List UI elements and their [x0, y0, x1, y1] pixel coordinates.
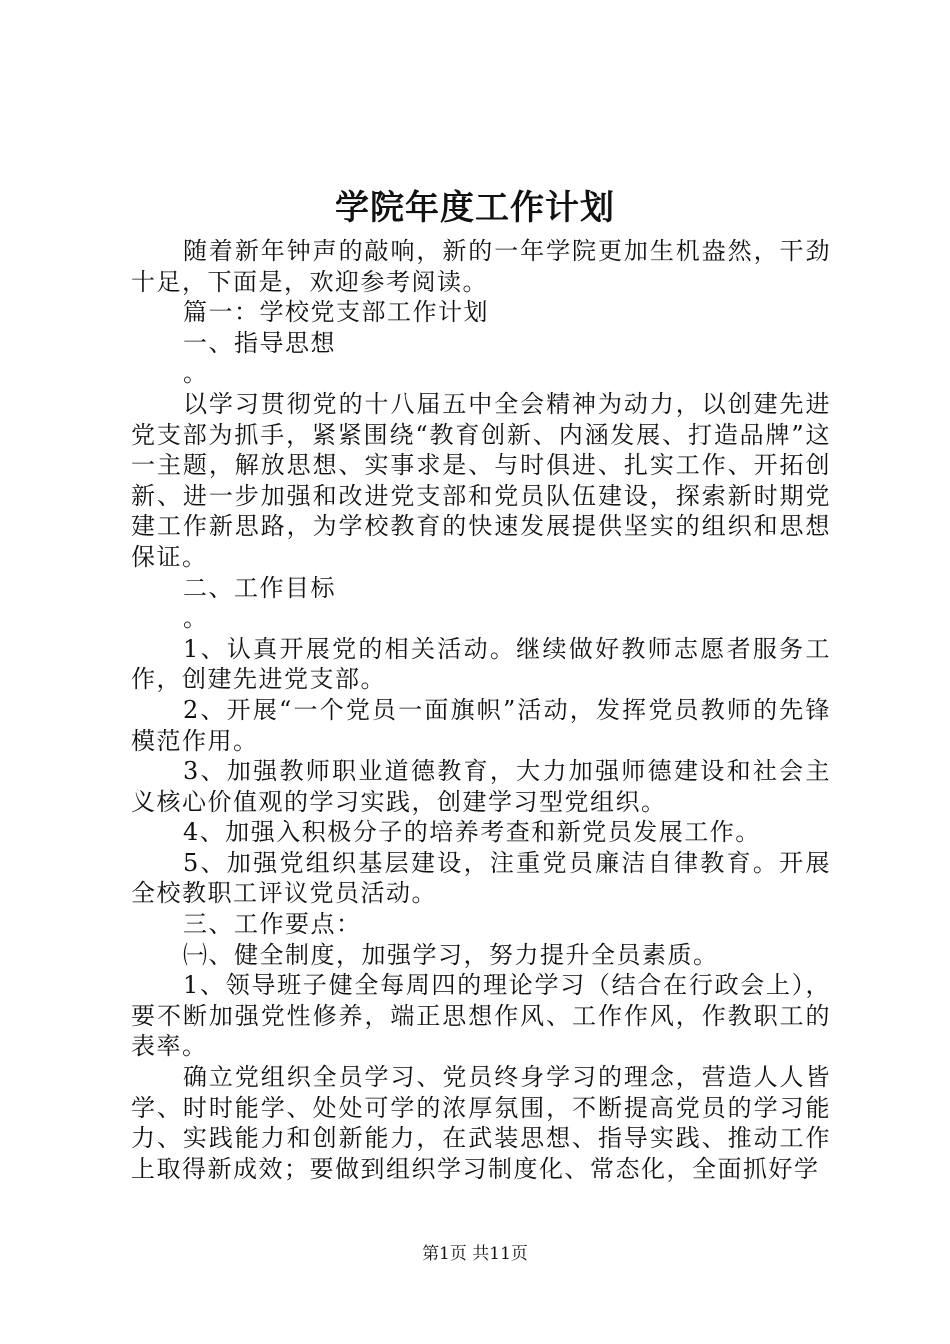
paragraph-guiding-ideology: 以学习贯彻党的十八届五中全会精神为动力，以创建先进党支部为抓手，紧紧围绕“教育创新、内涵发展、打造品牌”这一主题，解放思想、实事求是、与时俱进、扎实工作、开拓创新、进一步加强和改进党支部和党员队伍建设，探索新时期党建工作新思路，为学校教育的快速发展提供坚实的组织和思想保证。 — [131, 389, 831, 571]
goal-item: 1、认真开展党的相关活动。继续做好教师志愿者服务工作，创建先进党支部。 — [131, 634, 831, 694]
paragraph-period: 。 — [183, 604, 209, 633]
section-heading-guiding-ideology: 一、指导思想 — [183, 328, 336, 357]
section-heading-work-goals: 二、工作目标 — [183, 573, 336, 602]
goal-item: 3、加强教师职业道德教育，大力加强师德建设和社会主义核心价值观的学习实践，创建学习型党组织。 — [131, 757, 831, 816]
document-body — [131, 236, 831, 1184]
goal-item: 2、开展“一个党员一面旗帜”活动，发挥党员教师的先锋模范作用。 — [131, 695, 831, 755]
document-title: 学院年度工作计划 — [335, 188, 615, 228]
paragraph-period: 。 — [183, 359, 209, 388]
section-heading-work-points: 三、工作要点： — [183, 910, 362, 939]
work-point-item: 1、领导班子健全每周四的理论学习（结合在行政会上），要不断加强党性修养，端正思想作风、工作作风，作教职工的表率。 — [131, 971, 831, 1061]
subsection-heading: ㈠、健全制度，加强学习，努力提升全员素质。 — [183, 940, 719, 969]
page-number-footer: 第1页 共11页 — [422, 1244, 528, 1264]
paragraph-article-heading: 篇一：学校党支部工作计划 — [183, 298, 489, 327]
goal-item: 5、加强党组织基层建设，注重党员廉洁自律教育。开展全校教职工评议党员活动。 — [131, 848, 831, 908]
goal-item: 4、加强入积极分子的培养考查和新党员发展工作。 — [183, 818, 761, 847]
paragraph-intro: 随着新年钟声的敲响，新的一年学院更加生机盎然，干劲十足，下面是，欢迎参考阅读。 — [131, 237, 831, 296]
paragraph-learning-concept: 确立党组织全员学习、党员终身学习的理念，营造人人皆学、时时能学、处处可学的浓厚氛围，不断提高党员的学习能力、实践能力和创新能力，在武装思想、指导实践、推动工作上取得新成效；要做到组织学习制度化、常态化，全面抓好学 — [131, 1063, 831, 1183]
